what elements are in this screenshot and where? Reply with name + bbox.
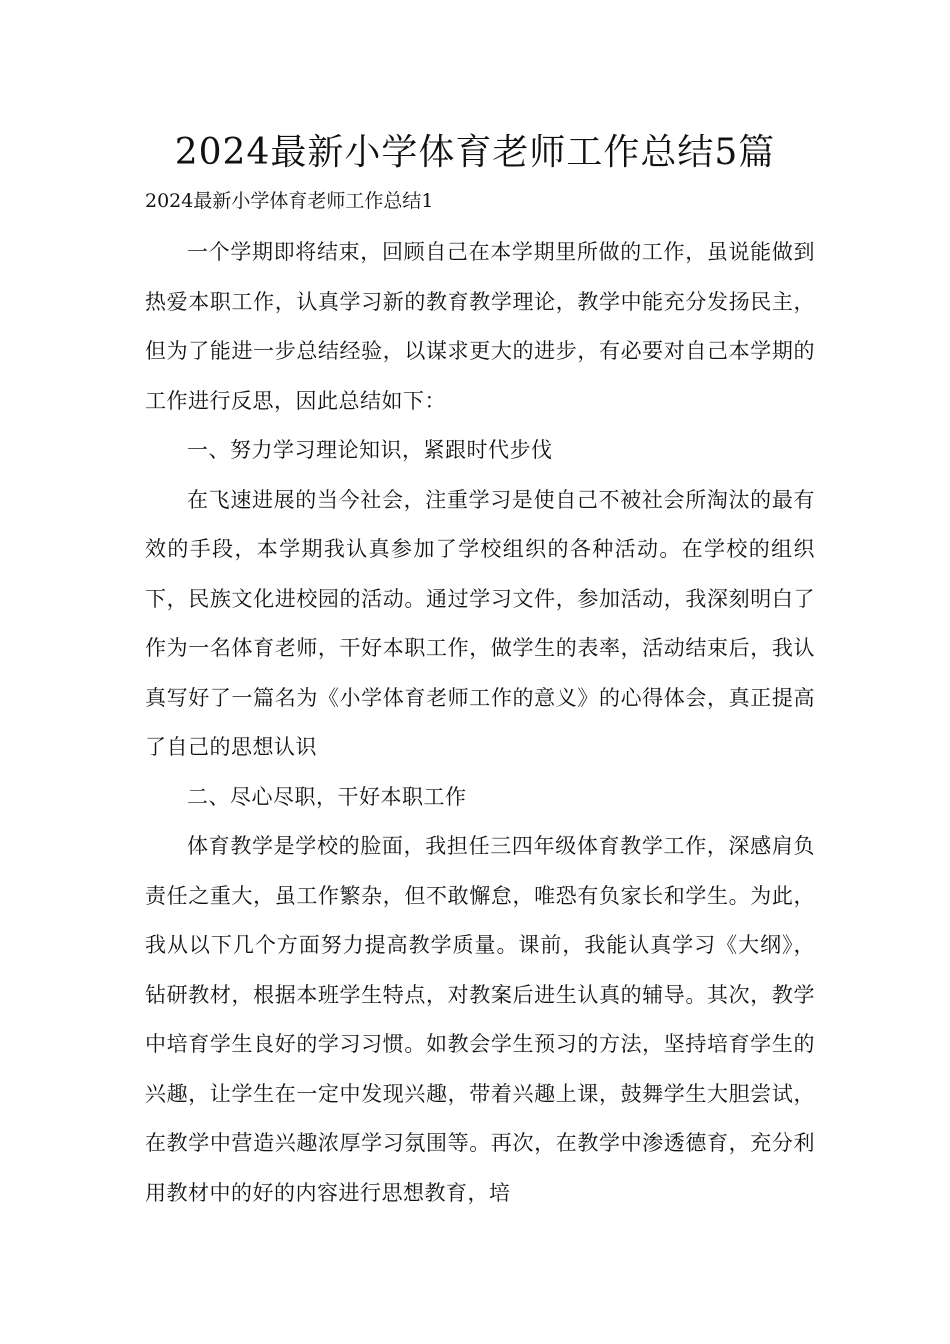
paragraph-teaching: 体育教学是学校的脸面，我担任三四年级体育教学工作，深感肩负责任之重大，虽工作繁杂，但不敢懈怠，唯恐有负家长和学生。为此，我从以下几个方面努力提高教学质量。课前，我能认真学习《大纲》，钻研教材，根据本班学生特点，对教案后进生认真的辅导。其次，教学中培育学生良好的学习习惯。如教会学生预习的方法，坚持培育学生的兴趣，让学生在一定中发现兴趣，带着兴趣上课，鼓舞学生大胆尝试，在教学中营造兴趣浓厚学习氛围等。再次，在教学中渗透德育，充分利用教材中的好的内容进行思想教育，培 bbox=[145, 834, 815, 1205]
paragraph-intro: 一个学期即将结束，回顾自己在本学期里所做的工作，虽说能做到热爱本职工作，认真学习新的教育教学理论，教学中能充分发扬民主，但为了能进一步总结经验，以谋求更大的进步，有必要对自己本学期的工作进行反思，因此总结如下： bbox=[145, 240, 815, 413]
document-body bbox=[145, 228, 815, 1218]
section-heading-1: 一、努力学习理论知识，紧跟时代步伐 bbox=[187, 438, 553, 462]
paragraph-study: 在飞速进展的当今社会，注重学习是使自己不被社会所淘汰的最有效的手段，本学期我认真参加了学校组织的各种活动。在学校的组织下，民族文化进校园的活动。通过学习文件，参加活动，我深刻明白了作为一名体育老师，干好本职工作，做学生的表率，活动结束后，我认真写好了一篇名为《小学体育老师工作的意义》的心得体会，真正提高了自己的思想认识 bbox=[145, 487, 815, 759]
document-title: 2024最新小学体育老师工作总结5篇 bbox=[174, 132, 776, 173]
section-subtitle: 2024最新小学体育老师工作总结1 bbox=[145, 190, 434, 212]
section-heading-2: 二、尽心尽职，干好本职工作 bbox=[187, 784, 467, 809]
